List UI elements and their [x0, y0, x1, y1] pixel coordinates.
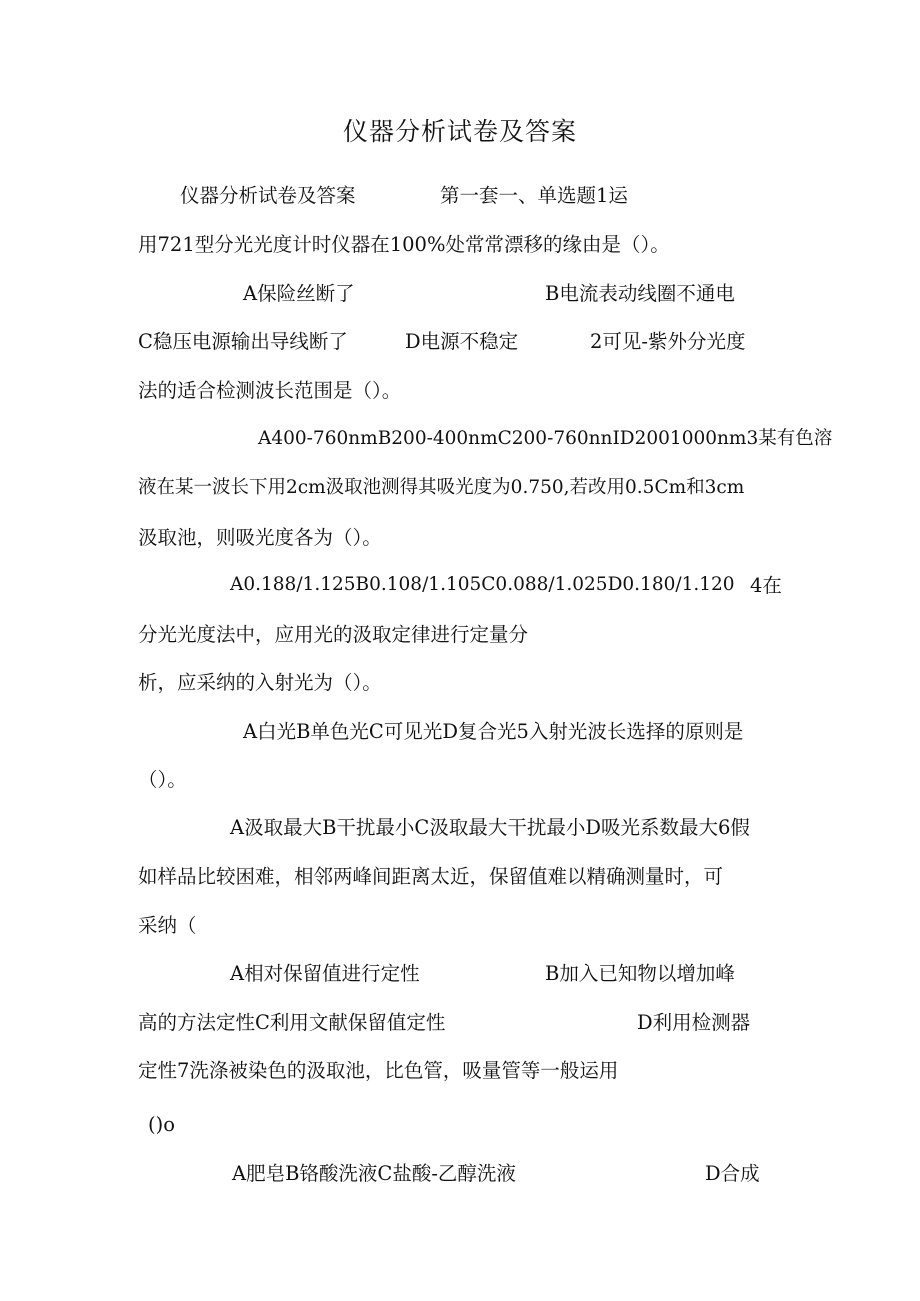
text-line: 第一套一、单选题1运	[440, 184, 628, 207]
text-line: 高的方法定性C利用文献保留值定性	[138, 1011, 446, 1034]
text-line: 汲取池，则吸光度各为（）。	[138, 526, 382, 549]
text-line: 仪器分析试卷及答案	[180, 184, 356, 207]
text-line: A汲取最大B干扰最小C汲取最大干扰最小D吸光系数最大6假	[230, 816, 750, 839]
text-line: A400-760nmB200-400nmC200-760nnID2001000nm3某有色溶	[258, 428, 833, 449]
text-line: 法的适合检测波长范围是（）。	[138, 379, 402, 402]
text-line: B加入已知物以增加峰	[545, 962, 735, 985]
text-line: A保险丝断了	[243, 282, 355, 305]
text-line: 液在某一波长下用2cm汲取池测得其吸光度为0.750,若改用0.5Cm和3cm	[138, 477, 745, 498]
text-line: 析，应采纳的入射光为（）。	[138, 671, 382, 694]
text-line: D电源不稳定	[405, 330, 519, 353]
text-line: B电流表动线圈不通电	[545, 282, 735, 305]
text-line: 采纳（	[138, 914, 197, 937]
text-line: 如样品比较困难，相邻两峰间距离太近，保留值难以精确测量时，可	[138, 865, 724, 888]
text-line: A肥皂B铬酸洗液C盐酸-乙醇洗液	[232, 1162, 516, 1185]
text-line: A相对保留值进行定性	[230, 962, 420, 985]
document-title: 仪器分析试卷及答案	[342, 117, 577, 146]
text-line: A白光B单色光C可见光D复合光5入射光波长选择的原则是	[243, 720, 744, 743]
text-line: 用721型分光光度计时仪器在100%处常常漂移的缘由是（）。	[138, 233, 670, 256]
text-line: 定性7洗涤被染色的汲取池，比色管，吸量管等一般运用	[138, 1059, 619, 1082]
text-line: D合成	[705, 1162, 760, 1185]
text-line: （）。	[138, 768, 187, 791]
text-line: ()o	[148, 1113, 175, 1136]
text-line: 2可见-紫外分光度	[590, 330, 746, 353]
text-line: 分光光度法中，应用光的汲取定律进行定量分	[138, 623, 529, 646]
text-line: D利用检测器	[637, 1011, 751, 1034]
text-line: 4在	[750, 574, 782, 597]
text-line: A0.188/1.125B0.108/1.105C0.088/1.025D0.180/1.120	[230, 574, 735, 595]
text-line: C稳压电源输出导线断了	[138, 330, 348, 353]
